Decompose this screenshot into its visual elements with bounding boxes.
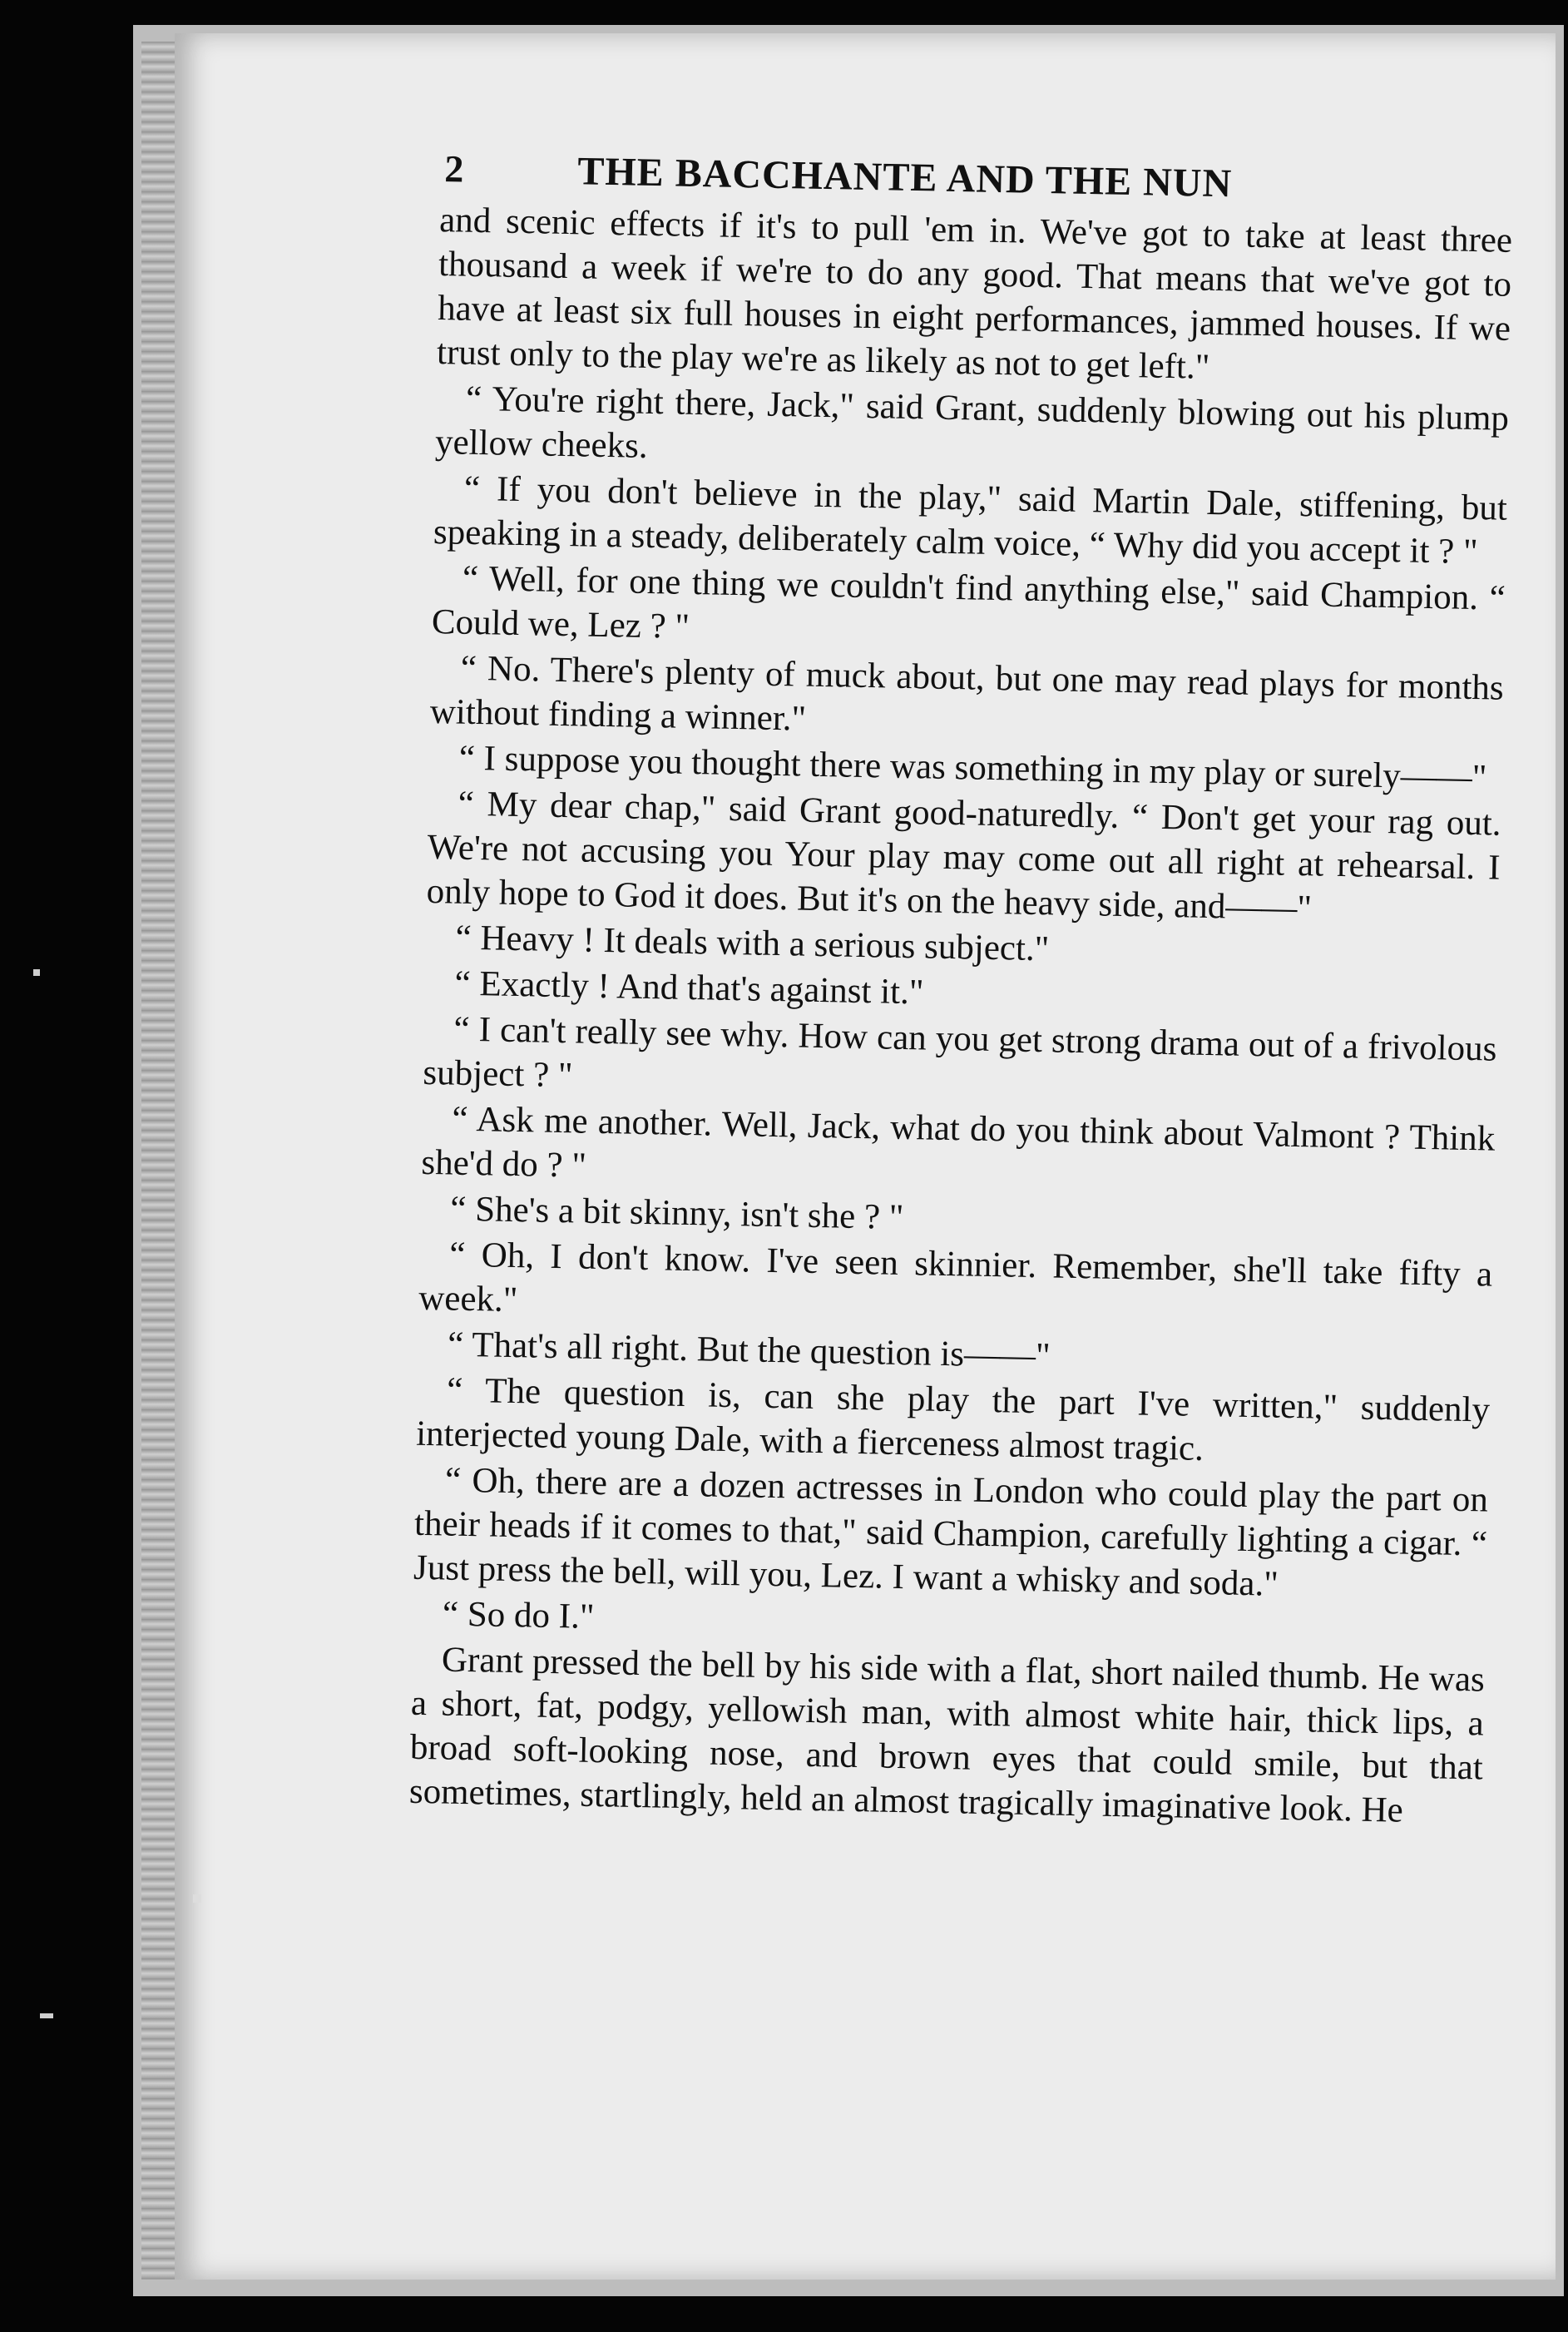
page-number: 2 bbox=[443, 147, 464, 191]
paragraph: “ Ask me another. Well, Jack, what do you think about Valmont ? Think she'd do ? " bbox=[421, 1099, 1496, 1186]
paragraph: “ The question is, can she play the part I've written," suddenly interjected young Dale, with a fierceness almost tragic. bbox=[415, 1370, 1491, 1468]
paragraph: and scenic effects if it's to pull 'em in. We've got to take at least three thousand a week if we're to do any good. That means that we've got to have at least six full houses in eight performances, jammed houses. If we trust only to the play we're as likely as not to get left." bbox=[436, 201, 1513, 387]
paragraph: “ Well, for one thing we couldn't find anything else," said Champion. “ Could we, Lez ? " bbox=[431, 558, 1506, 646]
paragraph: “ I can't really see why. How can you get strong drama out of a frivolous subject ? " bbox=[423, 1009, 1497, 1096]
paragraph: “ If you don't believe in the play," said Martin Dale, stiffening, but speaking in a steady, deliberately calm voice, “ Why did you accept it ? " bbox=[433, 468, 1508, 572]
paragraph: “ Heavy ! It deals with a serious subject." bbox=[455, 918, 1050, 969]
scan-speck bbox=[33, 969, 40, 976]
paragraph: “ That's all right. But the question is——" bbox=[447, 1324, 1051, 1376]
running-head: THE BACCHANTE AND THE NUN bbox=[576, 149, 1233, 206]
paragraph: “ So do I." bbox=[442, 1594, 595, 1636]
paragraph: “ My dear chap," said Grant good-naturedly. “ Don't get your rag out. We're not accusing you Your play may come out all right at rehearsal. I only hope to God it does. But it's on the heavy side, and——" bbox=[426, 784, 1501, 928]
paragraph: “ You're right there, Jack," said Grant, suddenly blowing out his plump yellow cheeks. bbox=[434, 379, 1510, 466]
paragraph: “ Oh, there are a dozen actresses in London who could play the part on their heads if it comes to that," said Champion, carefully lighting a cigar. “ Just press the bell, will you, Lez. I want a whisky and soda." bbox=[413, 1460, 1489, 1604]
paragraph: “ Oh, I don't know. I've seen skinnier. Remember, she'll take fifty a week." bbox=[418, 1235, 1493, 1320]
paragraph: “ Exactly ! And that's against it." bbox=[454, 963, 924, 1013]
scan-speck bbox=[40, 2013, 53, 2018]
paragraph: “ She's a bit skinny, isn't she ? " bbox=[449, 1189, 904, 1238]
scan-speck bbox=[193, 1894, 201, 1903]
paragraph: “ I suppose you thought there was something in my play or surely——" bbox=[458, 738, 1487, 798]
book-edge bbox=[141, 42, 175, 2280]
paragraph: Grant pressed the bell by his side with a flat, short nailed thumb. He was a short, fat, podgy, yellowish man, with almost white hair, thick lips, a broad soft-looking nose, and brown eyes that could smile, but that sometimes, startlingly, held an almost tragically imaginative look. He bbox=[408, 1640, 1486, 1830]
page-text bbox=[188, 141, 1551, 1836]
paragraph: “ No. There's plenty of muck about, but one may read plays for months without finding a winner." bbox=[429, 648, 1505, 739]
